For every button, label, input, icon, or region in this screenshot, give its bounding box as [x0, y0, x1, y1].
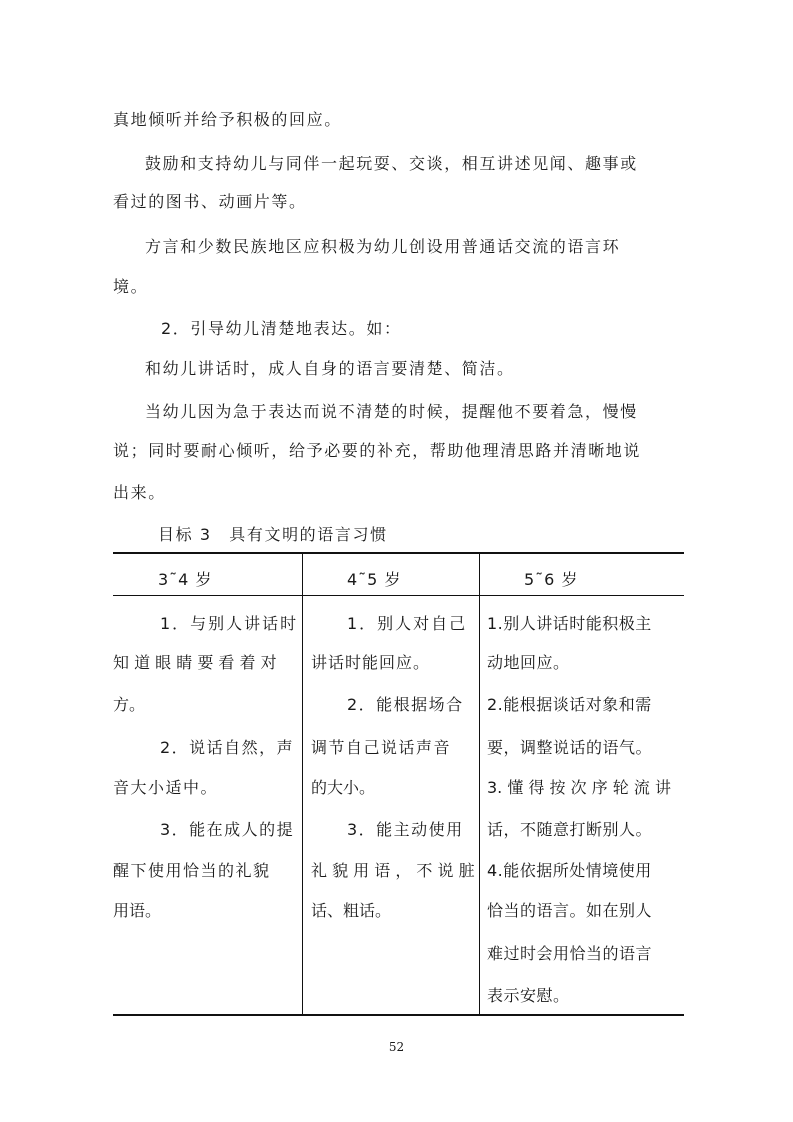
- paragraph-line: 鼓励和支持幼儿与同伴一起玩耍、交谈，相互讲述见闻、趣事或: [145, 154, 638, 173]
- table-header-rule: [113, 595, 684, 596]
- cell-text: 讲话时能回应。: [311, 653, 431, 672]
- cell-text: 音大小适中。: [113, 778, 219, 797]
- page-number: 52: [388, 1040, 405, 1054]
- table-bottom-rule: [113, 1014, 684, 1016]
- cell-text: 1．别人对自己: [347, 614, 468, 633]
- cell-text: 醒下使用恰当的礼貌: [113, 861, 271, 880]
- paragraph-line: 和幼儿讲话时，成人自身的语言要清楚、简洁。: [145, 359, 515, 378]
- paragraph-line: 真地倾听并给予积极的回应。: [113, 110, 342, 129]
- paragraph-line: 方言和少数民族地区应积极为幼儿创设用普通话交流的语言环: [145, 237, 621, 256]
- cell-text: 知 道 眼 睛 要 看 着 对: [113, 653, 277, 672]
- cell-text: 话，不随意打断别人。: [487, 820, 653, 839]
- header-age-3-4: 3˜4 岁: [158, 570, 213, 589]
- cell-text: 礼 貌 用 语 ， 不 说 脏: [311, 861, 475, 880]
- cell-text: 3．能主动使用: [347, 820, 464, 839]
- paragraph-line: 看过的图书、动画片等。: [113, 192, 307, 211]
- cell-text: 表示安慰。: [487, 986, 570, 1005]
- paragraph-line: 说；同时要耐心倾听，给予必要的补充，帮助他理清思路并清晰地说: [113, 441, 642, 460]
- header-age-4-5: 4˜5 岁: [347, 570, 402, 589]
- cell-text: 1.别人讲话时能积极主: [487, 614, 652, 633]
- cell-text: 2．能根据场合: [347, 695, 464, 714]
- cell-text: 4.能依据所处情境使用: [487, 861, 652, 880]
- paragraph-line: 2．引导幼儿清楚地表达。如：: [161, 319, 402, 338]
- header-age-5-6: 5˜6 岁: [524, 570, 579, 589]
- cell-text: 要，调整说话的语气。: [487, 738, 653, 757]
- cell-text: 难过时会用恰当的语言: [487, 944, 653, 963]
- cell-text: 的大小。: [311, 778, 376, 797]
- paragraph-line: 境。: [113, 277, 149, 296]
- cell-text: 恰当的语言。如在别人: [487, 901, 653, 920]
- column-divider: [479, 553, 480, 1015]
- cell-text: 1．与别人讲话时: [160, 614, 299, 633]
- table-top-rule: [113, 552, 684, 554]
- cell-text: 方。: [113, 695, 146, 714]
- paragraph-line: 出来。: [113, 483, 166, 502]
- cell-text: 2.能根据谈话对象和需: [487, 695, 652, 714]
- cell-text: 3. 懂 得 按 次 序 轮 流 讲: [487, 778, 671, 797]
- paragraph-line: 当幼儿因为急于表达而说不清楚的时候，提醒他不要着急，慢慢: [145, 402, 638, 421]
- cell-text: 3．能在成人的提: [160, 820, 295, 839]
- cell-text: 调节自己说话声音: [311, 738, 452, 757]
- cell-text: 用语。: [113, 901, 162, 920]
- column-divider: [302, 553, 303, 1015]
- table-title: 目标 3 具有文明的语言习惯: [158, 525, 388, 544]
- cell-text: 动地回应。: [487, 653, 570, 672]
- cell-text: 话、粗话。: [311, 901, 392, 920]
- cell-text: 2．说话自然，声: [160, 738, 295, 757]
